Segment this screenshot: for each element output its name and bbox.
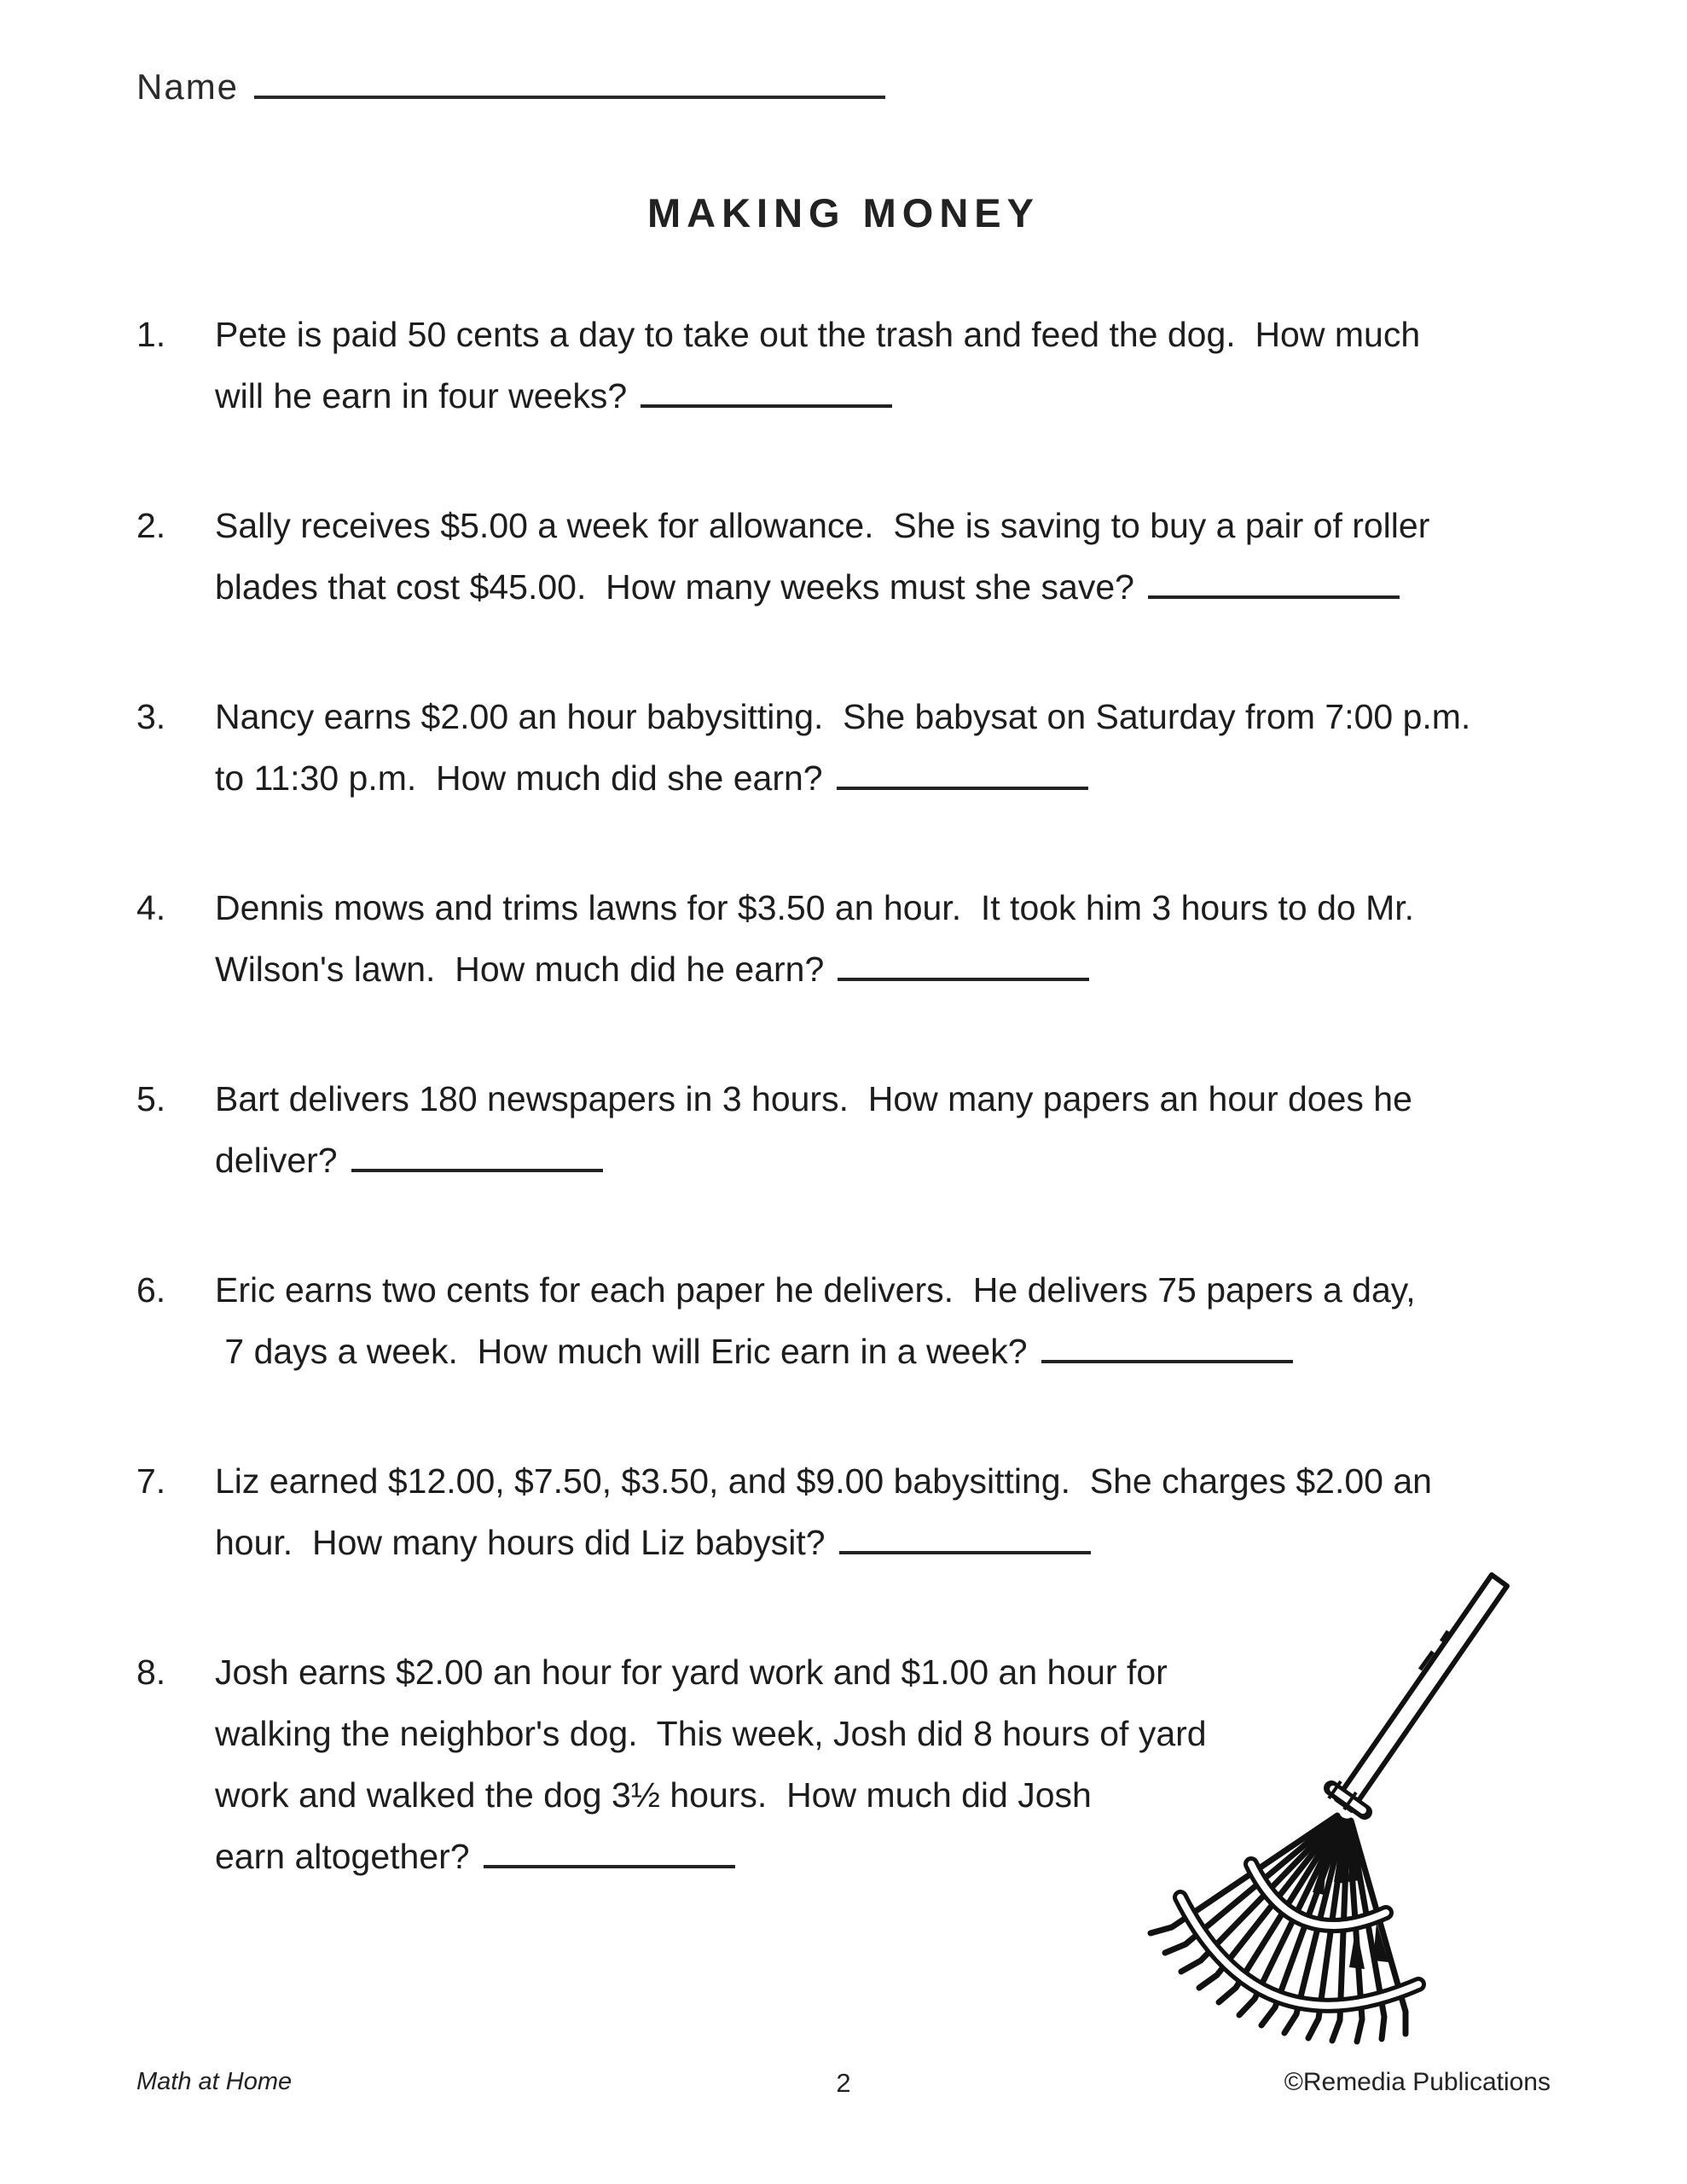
question-text-line: 7 days a week. How much will Eric earn in a week? [215,1332,1028,1371]
question-text-line: Sally receives $5.00 a week for allowance. She is saving to buy a pair of roller [215,506,1430,545]
question-text-line: Bart delivers 180 newspapers in 3 hours. How many papers an hour does he [215,1079,1412,1118]
name-label: Name [136,67,240,107]
question-number: 7. [136,1461,166,1501]
footer-copyright: ©Remedia Publications [1284,2068,1551,2096]
question-text-line: Dennis mows and trims lawns for $3.50 an hour. It took him 3 hours to do Mr. [215,888,1415,927]
question-text-line: Eric earns two cents for each paper he delivers. He delivers 75 papers a day, [215,1270,1416,1310]
answer-blank[interactable] [641,396,892,408]
question-text-line: will he earn in four weeks? [215,376,628,415]
answer-blank[interactable] [1148,587,1400,599]
question-number: 1. [136,315,166,354]
name-row [136,67,885,107]
rake-illustration [1133,1568,1521,2046]
question-text-line: Pete is paid 50 cents a day to take out the trash and feed the dog. How much [215,315,1421,354]
question-number: 4. [136,888,166,927]
answer-blank[interactable] [351,1160,603,1172]
question-2 [136,495,1586,618]
answer-blank[interactable] [484,1856,735,1868]
question-text-line: to 11:30 p.m. How much did she earn? [215,758,823,798]
name-input-line[interactable] [254,87,885,99]
answer-blank[interactable] [1041,1351,1293,1363]
question-number: 6. [136,1270,166,1310]
question-1 [136,304,1586,427]
question-number: 3. [136,697,166,736]
question-text-line: Wilson's lawn. How much did he earn? [215,950,825,989]
footer-book-title: Math at Home [136,2068,293,2095]
question-6 [136,1259,1586,1382]
question-number: 8. [136,1653,166,1692]
answer-blank[interactable] [838,969,1089,981]
question-text-line: Josh earns $2.00 an hour for yard work and $1.00 an hour for [215,1653,1168,1692]
question-number: 2. [136,506,166,545]
question-text-line: walking the neighbor's dog. This week, Josh did 8 hours of yard [215,1714,1207,1753]
page-number: 2 [836,2068,851,2098]
question-7 [136,1450,1586,1573]
question-text-line: work and walked the dog 3½ hours. How much did Josh [215,1775,1092,1815]
answer-blank[interactable] [839,1542,1091,1554]
question-text-line: blades that cost $45.00. How many weeks must she save? [215,567,1134,607]
question-4 [136,877,1586,1000]
answer-blank[interactable] [837,778,1088,790]
question-5 [136,1068,1586,1191]
question-text-line: hour. How many hours did Liz babysit? [215,1523,826,1562]
question-number: 5. [136,1079,166,1118]
question-text-line: earn altogether? [215,1837,470,1876]
question-text-line: deliver? [215,1141,338,1180]
question-text-line: Liz earned $12.00, $7.50, $3.50, and $9.00 babysitting. She charges $2.00 an [215,1461,1432,1501]
question-3 [136,686,1586,809]
question-text-line: Nancy earns $2.00 an hour babysitting. She babysat on Saturday from 7:00 p.m. [215,697,1471,736]
page-title: MAKING MONEY [647,190,1040,235]
